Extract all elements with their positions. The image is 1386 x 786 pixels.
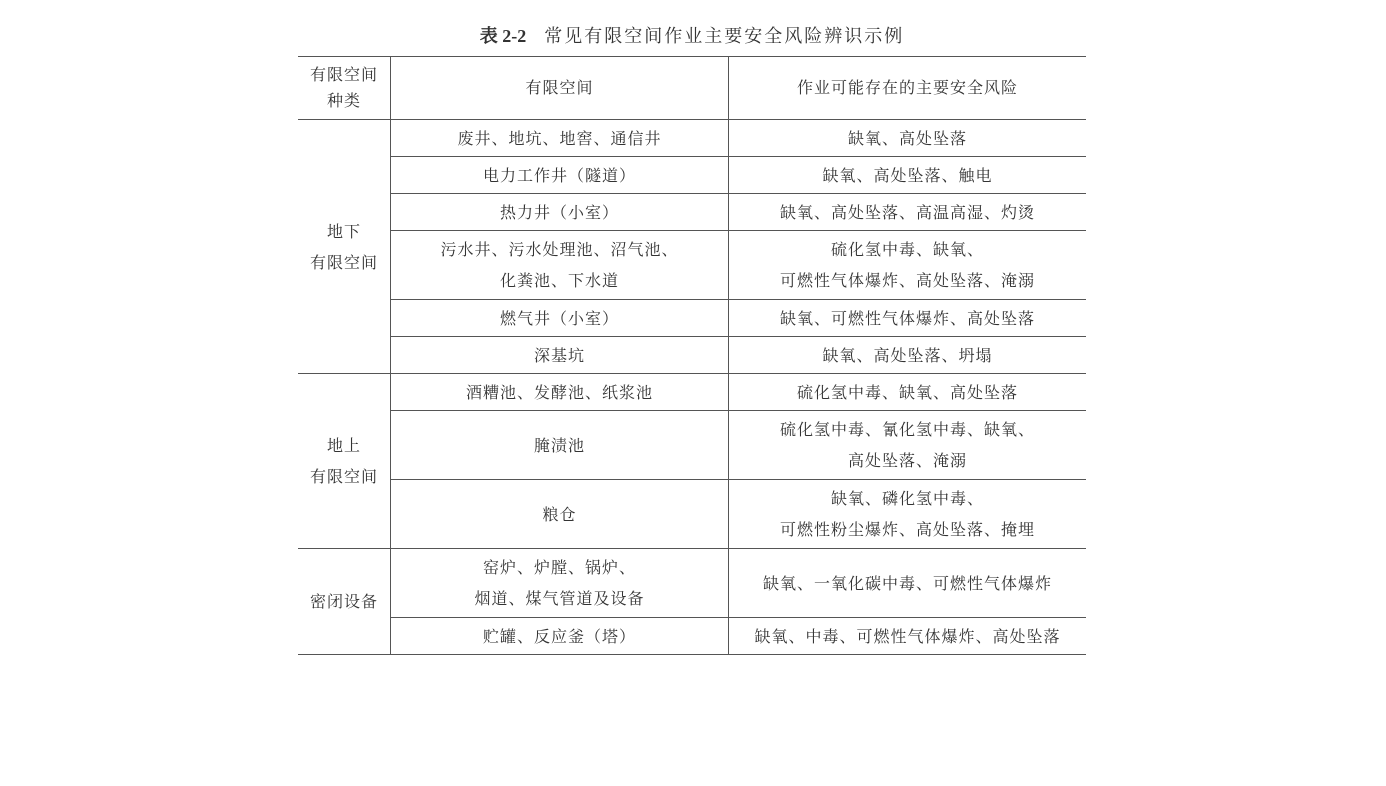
header-category: 有限空间 种类 xyxy=(298,57,391,120)
table-row xyxy=(298,618,1086,655)
space-cell: 酒糟池、发酵池、纸浆池 xyxy=(391,374,729,411)
space-cell: 废井、地坑、地窖、通信井 xyxy=(391,120,729,157)
table-row xyxy=(298,374,1086,411)
table-row xyxy=(298,157,1086,194)
space-cell: 电力工作井（隧道） xyxy=(391,157,729,194)
space-cell: 腌渍池 xyxy=(391,411,729,480)
table-caption xyxy=(298,22,1086,48)
space-cell: 粮仓 xyxy=(391,480,729,549)
space-cell: 燃气井（小室） xyxy=(391,300,729,337)
table-row xyxy=(298,231,1086,300)
table-title: 常见有限空间作业主要安全风险辨识示例 xyxy=(544,26,905,47)
risk-cell: 硫化氢中毒、缺氧、高处坠落 xyxy=(729,374,1087,411)
header-space: 有限空间 xyxy=(391,57,729,120)
table-header-row xyxy=(298,57,1086,120)
table-row xyxy=(298,549,1086,618)
table-row xyxy=(298,337,1086,374)
table-row xyxy=(298,300,1086,337)
risk-cell: 缺氧、磷化氢中毒、 可燃性粉尘爆炸、高处坠落、掩埋 xyxy=(729,480,1087,549)
risk-cell: 缺氧、中毒、可燃性气体爆炸、高处坠落 xyxy=(729,618,1087,655)
risk-table xyxy=(298,56,1086,655)
space-cell: 窑炉、炉膛、锅炉、 烟道、煤气管道及设备 xyxy=(391,549,729,618)
risk-cell: 缺氧、高处坠落、坍塌 xyxy=(729,337,1087,374)
table-row xyxy=(298,480,1086,549)
table-row xyxy=(298,411,1086,480)
risk-cell: 硫化氢中毒、缺氧、 可燃性气体爆炸、高处坠落、淹溺 xyxy=(729,231,1087,300)
risk-cell: 硫化氢中毒、氰化氢中毒、缺氧、 高处坠落、淹溺 xyxy=(729,411,1087,480)
table-number: 表 2-2 xyxy=(479,26,527,46)
category-cell: 地下 有限空间 xyxy=(298,120,391,374)
category-cell: 地上 有限空间 xyxy=(298,374,391,549)
space-cell: 污水井、污水处理池、沼气池、 化粪池、下水道 xyxy=(391,231,729,300)
risk-cell: 缺氧、高处坠落、高温高湿、灼烫 xyxy=(729,194,1087,231)
category-cell: 密闭设备 xyxy=(298,549,391,655)
risk-cell: 缺氧、一氧化碳中毒、可燃性气体爆炸 xyxy=(729,549,1087,618)
space-cell: 热力井（小室） xyxy=(391,194,729,231)
risk-cell: 缺氧、可燃性气体爆炸、高处坠落 xyxy=(729,300,1087,337)
risk-cell: 缺氧、高处坠落 xyxy=(729,120,1087,157)
table-row xyxy=(298,120,1086,157)
space-cell: 贮罐、反应釜（塔） xyxy=(391,618,729,655)
risk-cell: 缺氧、高处坠落、触电 xyxy=(729,157,1087,194)
table-row xyxy=(298,194,1086,231)
header-risk: 作业可能存在的主要安全风险 xyxy=(729,57,1087,120)
space-cell: 深基坑 xyxy=(391,337,729,374)
